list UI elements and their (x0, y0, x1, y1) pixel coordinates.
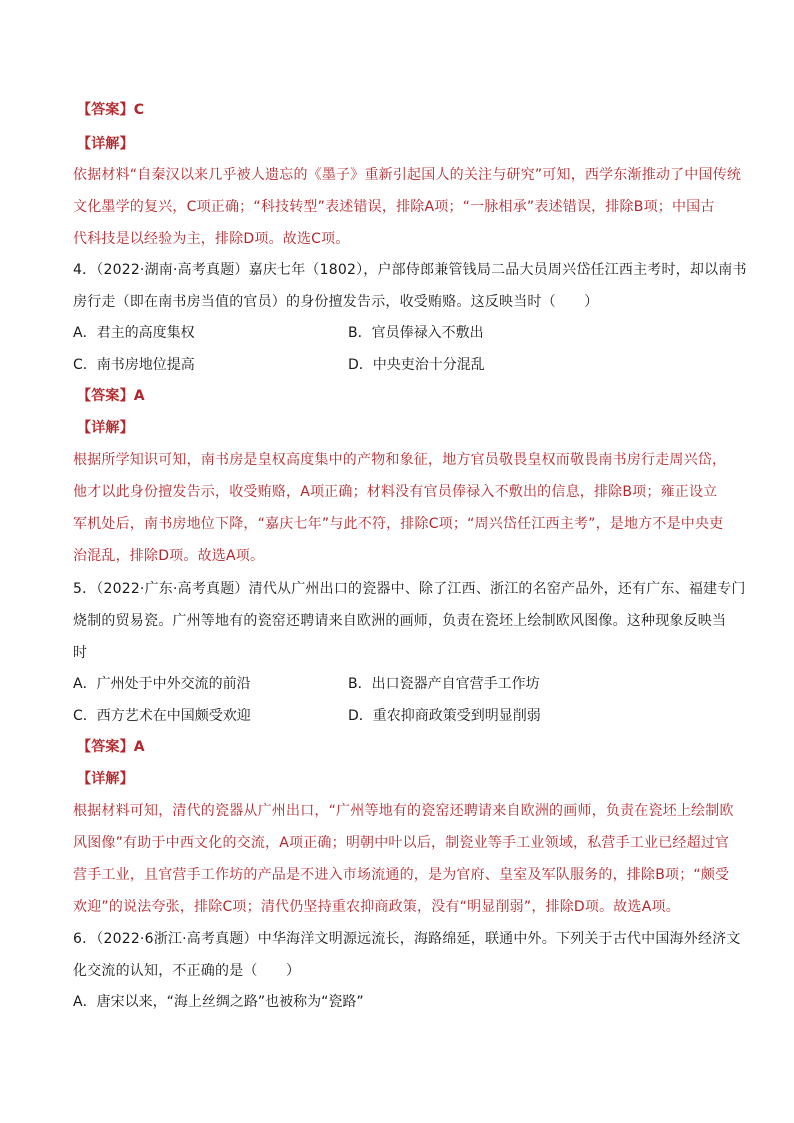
explain-line: 根据材料可知，清代的瓷器从广州出口，“广州等地有的瓷窑还聘请来自欧洲的画师，负责在瓷坯上绘制欧 (73, 803, 734, 819)
explain-line: 代科技是以经验为主，排除D项。故选C项。 (73, 231, 350, 247)
explain-line: 根据所学知识可知，南书房是皇权高度集中的产物和象征，地方官员敬畏皇权而敬畏南书房行走周兴岱， (73, 452, 727, 468)
question-stem: 房行走（即在南书房当值的官员）的身份擅发告示，收受贿赂。这反映当时（ ） (73, 294, 599, 310)
question-stem: 4．（2022·湖南·高考真题）嘉庆七年（1802），户部侍郎兼管钱局二品大员周兴岱任江西主考时，却以南书 (73, 262, 747, 278)
option-a: A．广州处于中外交流的前沿 (73, 676, 251, 692)
option-c: C．南书房地位提高 (73, 357, 195, 373)
option-a: A．君主的高度集权 (73, 325, 195, 341)
explain-line: 风图像”有助于中西文化的交流，A项正确；明朝中叶以后，制瓷业等手工业领域，私营手工业已经超过官 (73, 835, 730, 851)
answer-label: 【答案】A (77, 739, 145, 755)
option-d: D．重农抑商政策受到明显削弱 (348, 708, 541, 724)
option-b: B．出口瓷器产自官营手工作坊 (348, 676, 540, 692)
question-stem: 化交流的认知，不正确的是（ ） (73, 963, 301, 979)
question-stem: 5．（2022·广东·高考真题）清代从广州出口的瓷器中、除了江西、浙江的名窑产品外，还有广东、福建专门 (73, 581, 746, 597)
explain-line: 营手工业，且官营手工作坊的产品是不进入市场流通的，是为官府、皇室及军队服务的，排除B项；“颇受 (73, 867, 730, 883)
detail-label: 【详解】 (77, 136, 134, 152)
question-stem: 6．（2022·6浙江·高考真题）中华海洋文明源远流长，海路绵延，联通中外。下列关于古代中国海外经济文 (73, 931, 741, 947)
option-a: A．唐宋以来，“海上丝绸之路”也被称为“瓷路” (73, 994, 364, 1010)
option-b: B．官员俸禄入不敷出 (348, 325, 484, 341)
explain-line: 欢迎”的说法夸张，排除C项；清代仍坚持重农抑商政策，没有“明显削弱”，排除D项。故选A项。 (73, 899, 680, 915)
option-d: D．中央吏治十分混乱 (348, 357, 485, 373)
answer-label: 【答案】A (77, 388, 145, 404)
explain-line: 治混乱，排除D项。故选A项。 (73, 548, 265, 564)
explain-line: 他才以此身份擅发告示，收受贿赂，A项正确；材料没有官员俸禄入不敷出的信息，排除B项；雍正设立 (73, 484, 718, 500)
detail-label: 【详解】 (77, 420, 134, 436)
detail-label: 【详解】 (77, 771, 134, 787)
explain-line: 依据材料“自秦汉以来几乎被人遗忘的《墨子》重新引起国人的关注与研究”可知，西学东渐推动了中国传统 (73, 167, 742, 183)
explain-line: 军机处后，南书房地位下降，“嘉庆七年”与此不符，排除C项；“周兴岱任江西主考”，是地方不是中央吏 (73, 516, 724, 532)
explain-line: 文化墨学的复兴，C项正确；“科技转型”表述错误，排除A项；“一脉相承”表述错误，排除B项；中国古 (73, 199, 715, 215)
option-c: C．西方艺术在中国颇受欢迎 (73, 708, 251, 724)
answer-label: 【答案】C (77, 102, 145, 118)
question-stem: 时 (73, 645, 88, 661)
question-stem: 烧制的贸易瓷。广州等地有的瓷窑还聘请来自欧洲的画师，负责在瓷坯上绘制欧风图像。这种现象反映当 (73, 613, 727, 629)
